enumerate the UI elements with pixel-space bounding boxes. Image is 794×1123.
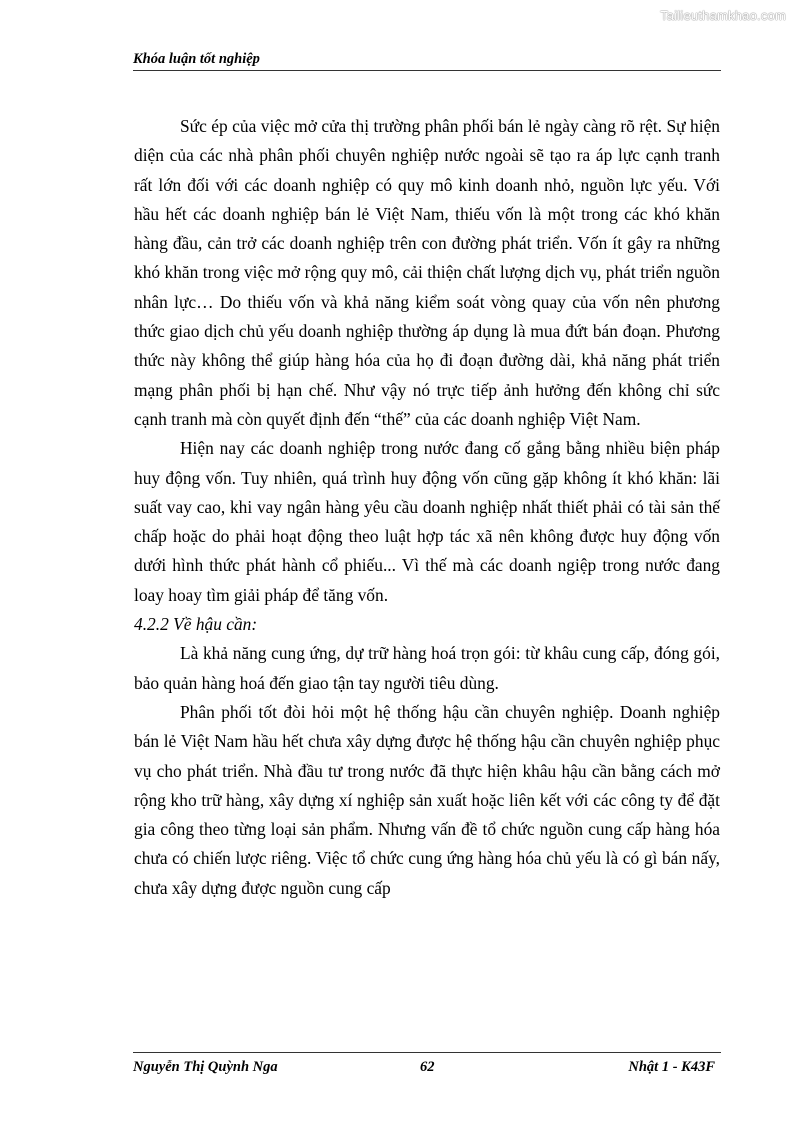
page-header [133, 50, 721, 71]
watermark-text: Tailieuthamkhao.com [660, 8, 786, 23]
paragraph: Phân phối tốt đòi hỏi một hệ thống hậu cần chuyên nghiệp. Doanh nghiệp bán lẻ Việt Nam hầu hết chưa xây dựng được hệ thống hậu cần chuyên nghiệp phục vụ cho phát triển. Nhà đầu tư trong nước đã thực hiện khâu hậu cần bằng cách mở rộng kho trữ hàng, xây dựng xí nghiệp sản xuất hoặc liên kết với các công ty để đặt gia công theo từng loại sản phẩm. Nhưng vấn đề tổ chức nguồn cung cấp hàng hóa chưa có chiến lược riêng. Việc tổ chức cung ứng hàng hóa chủ yếu là có gì bán nấy, chưa xây dựng được nguồn cung cấp [134, 701, 720, 898]
header-title: Khóa luận tốt nghiệp [133, 51, 260, 67]
document-body [134, 112, 720, 903]
section-subheading: 4.2.2 Về hậu cần: [134, 614, 258, 635]
paragraph: Sức ép của việc mở cửa thị trường phân phối bán lẻ ngày càng rõ rệt. Sự hiện diện của các nhà phân phối chuyên nghiệp nước ngoài sẽ tạo ra áp lực cạnh tranh rất lớn đối với các doanh nghiệp có quy mô kinh doanh nhỏ, nguồn lực yếu. Với hầu hết các doanh nghiệp bán lẻ Việt Nam, thiếu vốn là một trong các khó khăn hàng đầu, cản trở các doanh nghiệp trên con đường phát triển. Vốn ít gây ra những khó khăn trong việc mở rộng quy mô, cải thiện chất lượng dịch vụ, phát triển nguồn nhân lực… Do thiếu vốn và khả năng kiểm soát vòng quay của vốn nên phương thức giao dịch chủ yếu doanh nghiệp thường áp dụng là mua đứt bán đoạn. Phương thức này không thể giúp hàng hóa của họ đi đoạn đường dài, khả năng phát triển mạng phân phối bị hạn chế. Như vậy nó trực tiếp ảnh hưởng đến không chỉ sức cạnh tranh mà còn quyết định đến “thế” của các doanh nghiệp Việt Nam. [134, 116, 720, 429]
paragraph: Hiện nay các doanh nghiệp trong nước đang cố gắng bằng nhiều biện pháp huy động vốn. Tuy nhiên, quá trình huy động vốn cũng gặp không ít khó khăn: lãi suất vay cao, khi vay ngân hàng yêu cầu doanh nghiệp nhất thiết phải có tài sản thế chấp hoặc do phải hoạt động theo luật hợp tác xã nên không được huy động vốn dưới hình thức phát hành cổ phiếu... Vì thế mà các doanh ngiệp trong nước đang loay hoay tìm giải pháp để tăng vốn. [134, 438, 720, 605]
footer-author: Nguyễn Thị Quỳnh Nga [133, 1059, 278, 1075]
paragraph: Là khả năng cung ứng, dự trữ hàng hoá trọn gói: từ khâu cung cấp, đóng gói, bảo quản hàng hoá đến giao tận tay người tiêu dùng. [134, 643, 720, 693]
page-footer [133, 1052, 721, 1083]
page-number: 62 [420, 1059, 435, 1075]
footer-class-label: Nhật 1 - K43F [628, 1059, 715, 1075]
